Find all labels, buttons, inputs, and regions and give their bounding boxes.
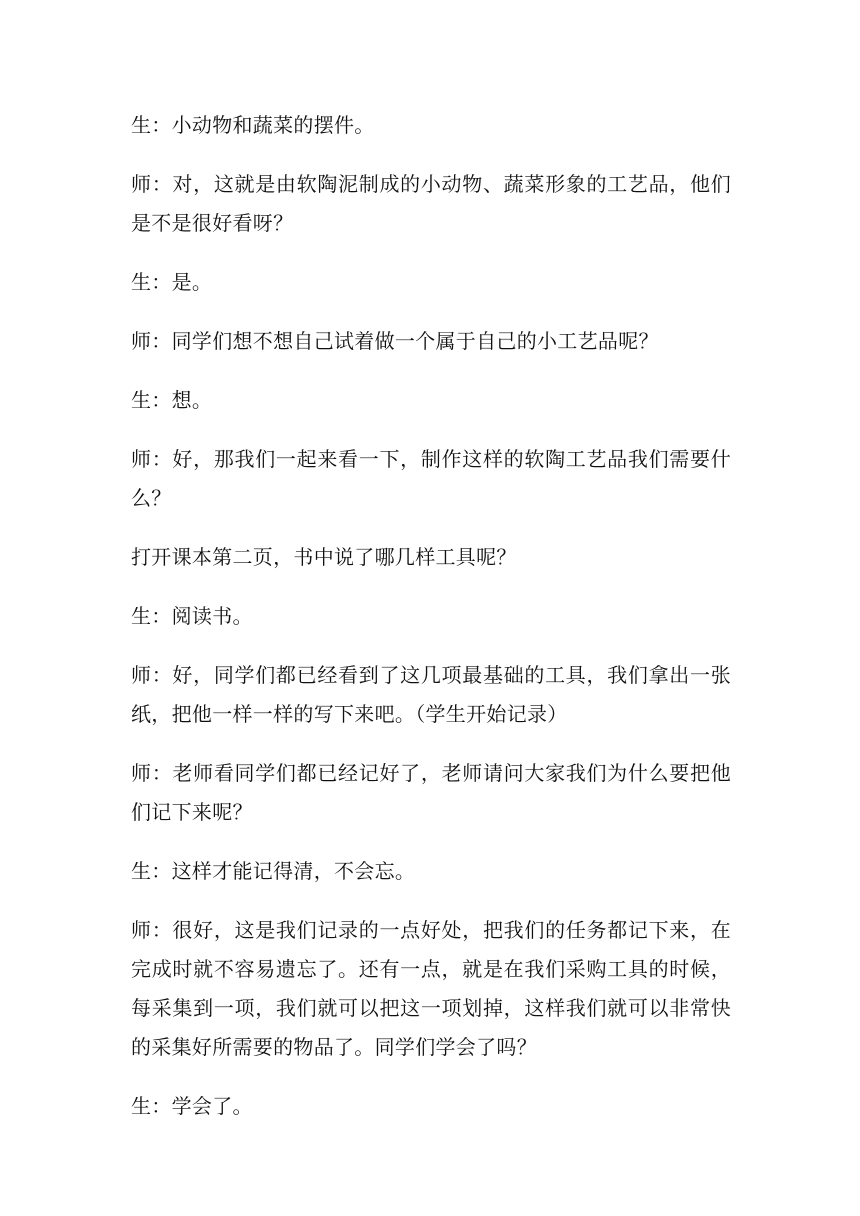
dialogue-line-teacher: 师：老师看同学们都已经记好了，老师请问大家我们为什么要把他们记下来呢？ — [131, 761, 731, 824]
dialogue-line-teacher: 师：好，同学们都已经看到了这几项最基础的工具，我们拿出一张纸，把他一样一样的写下来吧。（学生开始记录） — [131, 663, 731, 726]
dialogue-line-student: 生：是。 — [131, 270, 213, 294]
dialogue-line-student: 生：小动物和蔬菜的摆件。 — [131, 113, 375, 137]
dialogue-line-student: 生：阅读书。 — [131, 604, 253, 628]
dialogue-body — [131, 106, 731, 1146]
dialogue-line-student: 生：学会了。 — [131, 1094, 253, 1118]
dialogue-line-student: 生：这样才能记得清，不会忘。 — [131, 859, 416, 883]
dialogue-line-teacher: 师：好，那我们一起来看一下，制作这样的软陶工艺品我们需要什么？ — [131, 447, 731, 510]
dialogue-line-teacher: 师：同学们想不想自己试着做一个属于自己的小工艺品呢？ — [131, 329, 659, 353]
dialogue-line-teacher: 师：很好，这是我们记录的一点好处，把我们的任务都记下来，在完成时就不容易遗忘了。还有一点，就是在我们采购工具的时候，每采集到一项，我们就可以把这一项划掉，这样我们就可以非常快的采集好所需要的物品了。同学们学会了吗？ — [131, 918, 731, 1059]
dialogue-line-student: 生：想。 — [131, 388, 213, 412]
dialogue-line-teacher: 师：对，这就是由软陶泥制成的小动物、蔬菜形象的工艺品，他们是不是很好看呀？ — [131, 172, 731, 235]
dialogue-line-narration: 打开课本第二页，书中说了哪几样工具呢？ — [131, 545, 517, 569]
